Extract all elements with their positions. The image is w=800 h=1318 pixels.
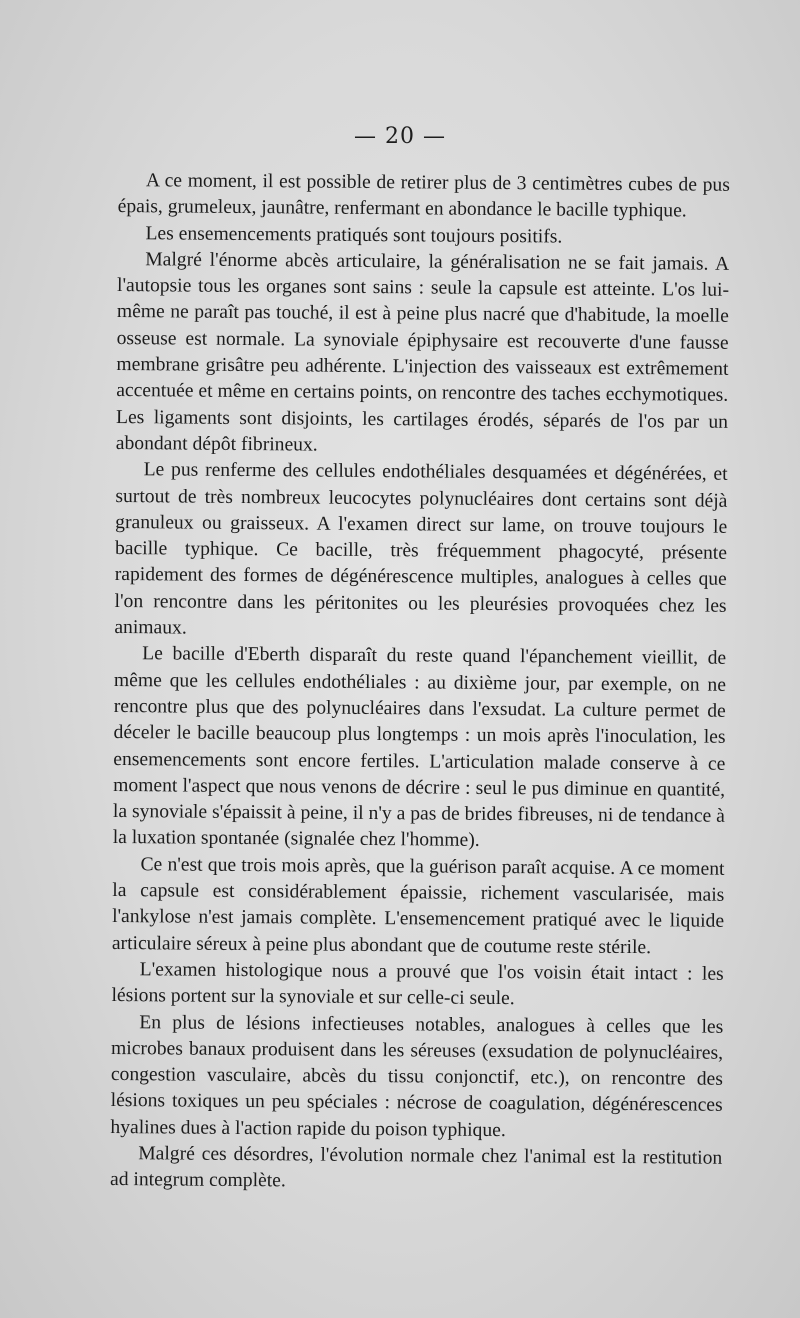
paragraph: Malgré l'énorme abcès articulaire, la généralisation ne se fait jamais. A l'autopsie tous les organes sont sains : seule la capsule est atteinte. L'os lui-même ne paraît pas touché, il est à peine plus nacré que d'habitude, la moelle osseuse est normale. La synoviale épiphysaire est recouverte d'une fausse membrane grisâtre peu adhérente. L'injection des vaisseaux est extrêmement accentuée et même en certains points, on rencontre des taches ecchymotiques. Les ligaments sont disjoints, les cartilages érodés, séparés de l'os par un abondant dépôt fibrineux. — [115, 249, 730, 456]
paragraph: A ce moment, il est possible de retirer plus de 3 centimètres cubes de pus épais, grumeleux, jaunâtre, renfermant en abondance le bacille typhique. — [117, 170, 730, 222]
paragraph: Le pus renferme des cellules endothéliales desquamées et dégénérées, et surtout de très nombreux leucocytes polynucléaires dont certains sont déjà granuleux ou graisseux. A l'examen direct sur lame, on trouve toujours le bacille typhique. Ce bacille, très fréquemment phagocyté, présente rapidement des formes de dégénérescence multiples, analogues à celles que l'on rencontre dans les péritonites ou les pleurésies provoquées chez les animaux. — [114, 459, 728, 639]
body-text — [110, 168, 730, 1198]
paragraph: Malgré ces désordres, l'évolution normale chez l'animal est la restitution ad integrum complète. — [109, 1143, 723, 1192]
paragraph: L'examen histologique nous a prouvé que l'os voisin était intact : les lésions portent sur la synoviale et sur celle-ci seule. — [111, 959, 724, 1010]
paragraph: Ce n'est que trois mois après, que la guérison paraît acquise. A ce moment la capsule est considérablement épaissie, richement vascularisée, mais l'ankylose n'est jamais complète. L'ensemencement pratiqué avec le liquide articulaire séreux à peine plus abondant que de coutume reste stérile. — [111, 853, 725, 958]
page-number: — 20 — — [354, 124, 446, 149]
paragraph: Le bacille d'Eberth disparaît du reste quand l'épanchement vieillit, de même que les cellules endothéliales : au dixième jour, par exemple, on ne rencontre plus que des polynucléaires dans l'exsudat. La culture permet de déceler le bacille beaucoup plus longtemps : un mois après l'inoculation, les ensemencements sont encore fertiles. L'articulation malade conserve à ce moment l'aspect que nous venons de décrire : seul le pus diminue en quantité, la synoviale s'épaissit à peine, il n'y a pas de brides fibreuses, ni de tendance à la luxation spontanée (signalée chez l'homme). — [112, 643, 727, 852]
paragraph: Les ensemencements pratiqués sont toujours positifs. — [145, 222, 563, 248]
paragraph: En plus de lésions infectieuses notables, analogues à celles que les microbes banaux produisent dans les séreuses (exsudation de polynucléaires, congestion vasculaire, abcès du tissu conjonctif, etc.), on rencontre des lésions toxiques un peu spéciales : nécrose de coagulation, dégénérescences hyalines dues à l'action rapide du poison typhique. — [110, 1011, 724, 1141]
